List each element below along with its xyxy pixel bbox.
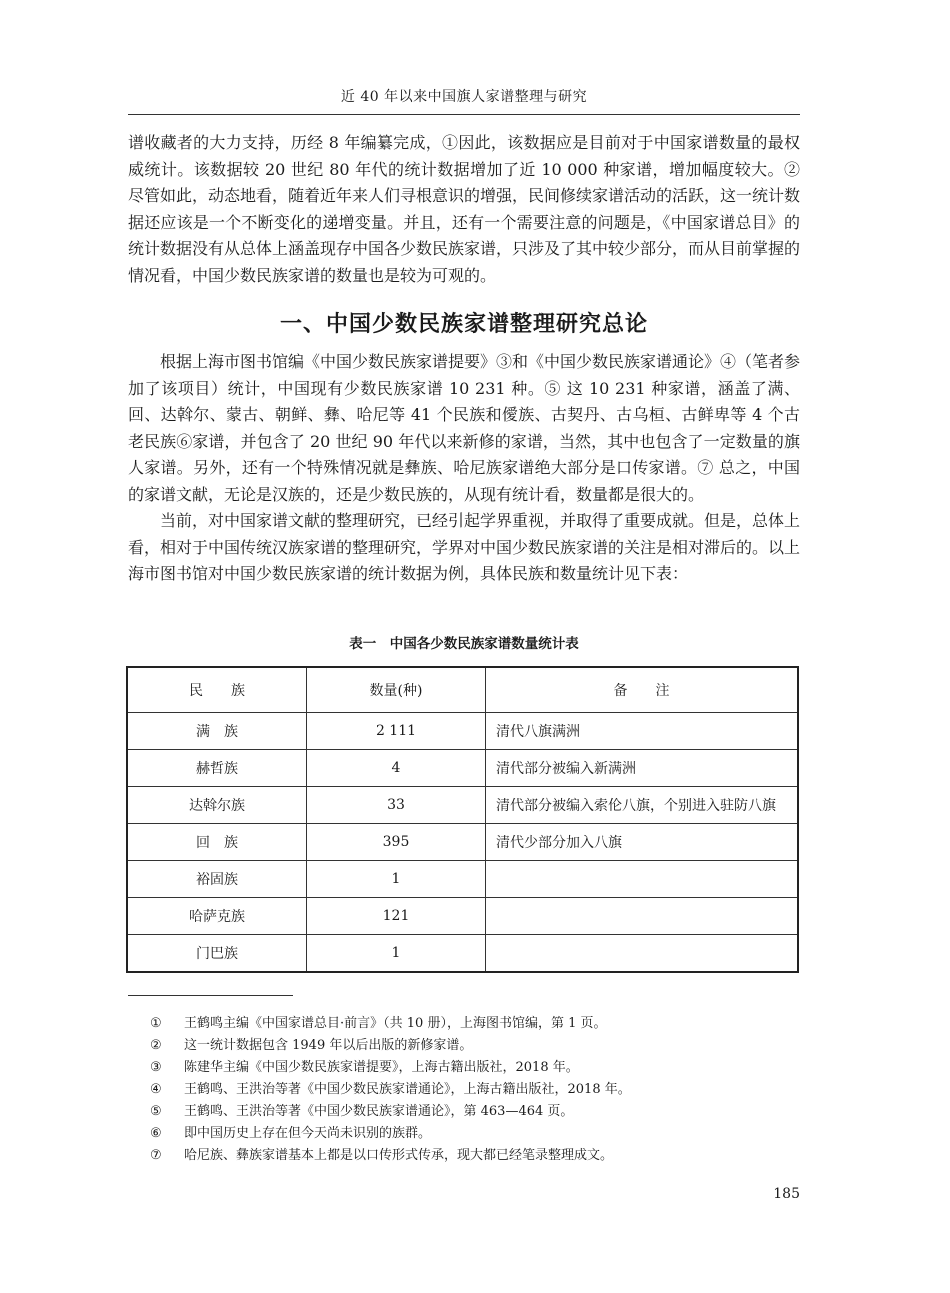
footnote-mark: ② xyxy=(150,1038,162,1053)
cell-count: 395 xyxy=(307,824,486,861)
cell-ethnic: 满 族 xyxy=(127,713,307,750)
cell-note: 清代少部分加入八旗 xyxy=(486,824,799,861)
paragraph-1: 谱收藏者的大力支持，历经 8 年编纂完成，①因此，该数据应是目前对于中国家谱数量的最权威统计。该数据较 20 世纪 80 年代的统计数据增加了近 10 000 种家谱，增加幅度较大。② 尽管如此，动态地看，随着近年来人们寻根意识的增强，民间修续家谱活动的活跃，这一统计数据还应该是一个不断变化的递增变量。并且，还有一个需要注意的问题是，《中国家谱总目》的统计数据没有从总体上涵盖现存中国各少数民族家谱，只涉及了其中较少部分，而从目前掌握的情况看，中国少数民族家谱的数量也是较为可观的。 xyxy=(128,133,801,285)
footnote-item xyxy=(150,1035,800,1057)
cell-note: 清代八旗满洲 xyxy=(486,713,799,750)
cell-note xyxy=(486,935,799,973)
footnote-text: 王鹤鸣主编《中国家谱总目·前言》（共 10 册），上海图书馆编，第 1 页。 xyxy=(184,1016,607,1031)
footnote-item xyxy=(150,1145,800,1167)
cell-count: 33 xyxy=(307,787,486,824)
table-row xyxy=(127,861,798,898)
cell-count: 4 xyxy=(307,750,486,787)
statistics-table xyxy=(126,666,799,973)
cell-note: 清代部分被编入索伦八旗，个别进入驻防八旗 xyxy=(486,787,799,824)
footnote-text: 即中国历史上存在但今天尚未识别的族群。 xyxy=(184,1126,432,1141)
footnote-item xyxy=(150,1079,800,1101)
table-row xyxy=(127,787,798,824)
cell-ethnic: 达斡尔族 xyxy=(127,787,307,824)
cell-ethnic: 回 族 xyxy=(127,824,307,861)
running-header: 近 40 年以来中国旗人家谱整理与研究 xyxy=(340,89,588,105)
footnote-text: 王鹤鸣、王洪治等著《中国少数民族家谱通论》，第 463—464 页。 xyxy=(184,1104,574,1119)
cell-count: 1 xyxy=(307,861,486,898)
table-row xyxy=(127,713,798,750)
footnotes-list xyxy=(150,1013,800,1167)
cell-ethnic: 裕固族 xyxy=(127,861,307,898)
footnote-mark: ① xyxy=(150,1016,162,1031)
cell-ethnic: 赫哲族 xyxy=(127,750,307,787)
header-count: 数量(种) xyxy=(307,667,486,713)
header-ethnic: 民 族 xyxy=(127,667,307,713)
footnote-mark: ③ xyxy=(150,1060,162,1075)
footnote-text: 王鹤鸣、王洪治等著《中国少数民族家谱通论》，上海古籍出版社，2018 年。 xyxy=(184,1082,631,1097)
footnote-mark: ⑤ xyxy=(150,1104,162,1119)
cell-ethnic: 哈萨克族 xyxy=(127,898,307,935)
cell-ethnic: 门巴族 xyxy=(127,935,307,973)
footnote-text: 这一统计数据包含 1949 年以后出版的新修家谱。 xyxy=(184,1038,473,1053)
footnote-text: 哈尼族、彝族家谱基本上都是以口传形式传承，现大都已经笔录整理成文。 xyxy=(184,1148,614,1163)
footnote-rule xyxy=(128,995,293,996)
cell-note: 清代部分被编入新满洲 xyxy=(486,750,799,787)
page-number: 185 xyxy=(773,1186,800,1202)
cell-note xyxy=(486,861,799,898)
table-row xyxy=(127,935,798,973)
footnote-item xyxy=(150,1057,800,1079)
footnote-item xyxy=(150,1101,800,1123)
table-row xyxy=(127,750,798,787)
footnote-mark: ⑥ xyxy=(150,1126,162,1141)
header-rule xyxy=(128,114,800,115)
paragraph-2: 根据上海市图书馆编《中国少数民族家谱提要》③和《中国少数民族家谱通论》④（笔者参加了该项目）统计，中国现有少数民族家谱 10 231 种。⑤ 这 10 231 种家谱，涵盖了满、回、达斡尔、蒙古、朝鲜、彝、哈尼等 41 个民族和僾族、古契丹、古乌桓、古鲜卑等 4 个古老民族⑥家谱，并包含了 20 世纪 90 年代以来新修的家谱，当然，其中也包含了一定数量的旗人家谱。另外，还有一个特殊情况就是彝族、哈尼族家谱绝大部分是口传家谱。⑦ 总之，中国的家谱文献，无论是汉族的，还是少数民族的，从现有统计看，数量都是很大的。 xyxy=(128,352,801,504)
footnote-item xyxy=(150,1013,800,1035)
footnote-mark: ⑦ xyxy=(150,1148,162,1163)
footnote-item xyxy=(150,1123,800,1145)
cell-count: 2 111 xyxy=(307,713,486,750)
table-caption: 表一 中国各少数民族家谱数量统计表 xyxy=(349,636,579,652)
cell-note xyxy=(486,898,799,935)
cell-count: 121 xyxy=(307,898,486,935)
footnote-text: 陈建华主编《中国少数民族家谱提要》，上海古籍出版社，2018 年。 xyxy=(184,1060,579,1075)
table-row xyxy=(127,898,798,935)
paragraph-3: 当前，对中国家谱文献的整理研究，已经引起学界重视，并取得了重要成就。但是，总体上看，相对于中国传统汉族家谱的整理研究，学界对中国少数民族家谱的关注是相对滞后的。以上海市图书馆对中国少数民族家谱的统计数据为例，具体民族和数量统计见下表： xyxy=(128,511,801,583)
table-header-row xyxy=(127,667,798,713)
table-row xyxy=(127,824,798,861)
header-note: 备 注 xyxy=(486,667,799,713)
section-title: 一、中国少数民族家谱整理研究总论 xyxy=(279,311,648,337)
footnote-mark: ④ xyxy=(150,1082,162,1097)
cell-count: 1 xyxy=(307,935,486,973)
